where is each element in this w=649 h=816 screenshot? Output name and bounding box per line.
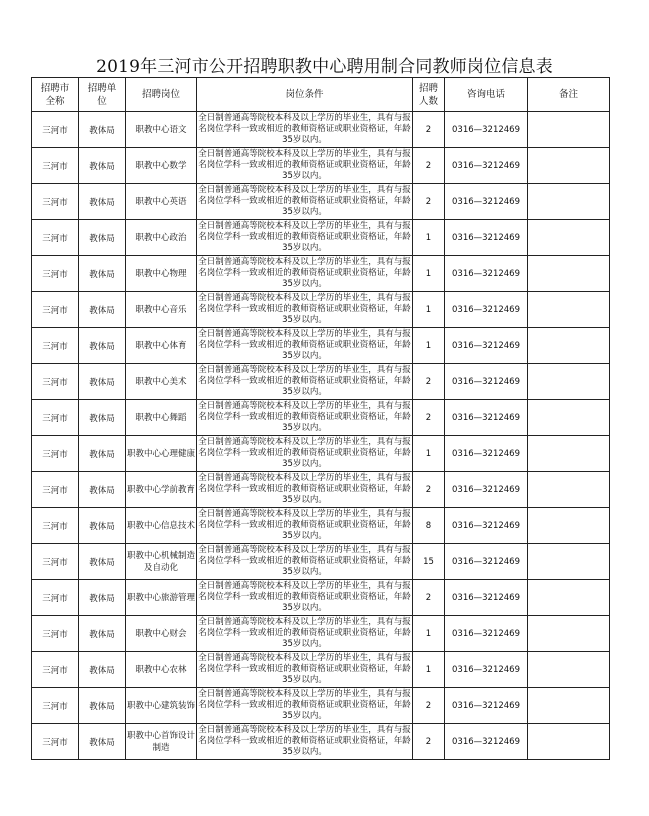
cell-position: 职教中心建筑装饰 <box>126 688 197 724</box>
cell-count: 2 <box>413 112 445 148</box>
cell-phone: 0316—3212469 <box>445 220 528 256</box>
cell-position: 职教中心音乐 <box>126 292 197 328</box>
cell-count: 8 <box>413 508 445 544</box>
table-row <box>32 220 610 256</box>
cell-phone: 0316—3212469 <box>445 256 528 292</box>
table-row <box>32 184 610 220</box>
cell-phone: 0316—3212469 <box>445 616 528 652</box>
table-row <box>32 292 610 328</box>
cell-city: 三河市 <box>32 616 79 652</box>
cell-count: 2 <box>413 688 445 724</box>
cell-unit: 教体局 <box>79 328 126 364</box>
cell-condition: 全日制普通高等院校本科及以上学历的毕业生，具有与报名岗位学科一致或相近的教师资格证或职业资格证，年龄35岁以内。 <box>197 724 413 760</box>
cell-note <box>528 436 610 472</box>
cell-unit: 教体局 <box>79 688 126 724</box>
cell-condition: 全日制普通高等院校本科及以上学历的毕业生，具有与报名岗位学科一致或相近的教师资格证或职业资格证，年龄35岁以内。 <box>197 652 413 688</box>
cell-note <box>528 688 610 724</box>
cell-condition: 全日制普通高等院校本科及以上学历的毕业生，具有与报名岗位学科一致或相近的教师资格证或职业资格证，年龄35岁以内。 <box>197 184 413 220</box>
cell-count: 15 <box>413 544 445 580</box>
cell-phone: 0316—3212469 <box>445 436 528 472</box>
cell-position: 职教中心首饰设计制造 <box>126 724 197 760</box>
header-unit-line: 位 <box>97 95 107 107</box>
header-row <box>32 78 610 112</box>
table-row <box>32 364 610 400</box>
cell-unit: 教体局 <box>79 364 126 400</box>
cell-unit: 教体局 <box>79 184 126 220</box>
cell-condition: 全日制普通高等院校本科及以上学历的毕业生，具有与报名岗位学科一致或相近的教师资格证或职业资格证，年龄35岁以内。 <box>197 148 413 184</box>
cell-count: 1 <box>413 436 445 472</box>
cell-condition: 全日制普通高等院校本科及以上学历的毕业生，具有与报名岗位学科一致或相近的教师资格证或职业资格证，年龄35岁以内。 <box>197 688 413 724</box>
header-city <box>32 78 79 112</box>
cell-count: 1 <box>413 328 445 364</box>
cell-phone: 0316—3212469 <box>445 652 528 688</box>
cell-unit: 教体局 <box>79 580 126 616</box>
cell-unit: 教体局 <box>79 652 126 688</box>
header-unit-line: 招聘单 <box>87 82 117 94</box>
header-unit <box>79 78 126 112</box>
cell-city: 三河市 <box>32 112 79 148</box>
cell-position: 职教中心美术 <box>126 364 197 400</box>
cell-condition: 全日制普通高等院校本科及以上学历的毕业生，具有与报名岗位学科一致或相近的教师资格证或职业资格证，年龄35岁以内。 <box>197 400 413 436</box>
cell-phone: 0316—3212469 <box>445 148 528 184</box>
cell-note <box>528 292 610 328</box>
cell-position: 职教中心农林 <box>126 652 197 688</box>
table-row <box>32 436 610 472</box>
header-city-line: 全称 <box>45 95 65 107</box>
cell-count: 1 <box>413 616 445 652</box>
table-row <box>32 472 610 508</box>
cell-phone: 0316—3212469 <box>445 508 528 544</box>
cell-position: 职教中心心理健康 <box>126 436 197 472</box>
table-row <box>32 688 610 724</box>
cell-note <box>528 220 610 256</box>
header-count-line: 人数 <box>418 95 438 107</box>
table-row <box>32 544 610 580</box>
cell-unit: 教体局 <box>79 220 126 256</box>
cell-phone: 0316—3212469 <box>445 364 528 400</box>
cell-city: 三河市 <box>32 724 79 760</box>
cell-unit: 教体局 <box>79 616 126 652</box>
cell-city: 三河市 <box>32 436 79 472</box>
table-row <box>32 724 610 760</box>
cell-count: 2 <box>413 364 445 400</box>
header-count <box>413 78 445 112</box>
cell-condition: 全日制普通高等院校本科及以上学历的毕业生，具有与报名岗位学科一致或相近的教师资格证或职业资格证，年龄35岁以内。 <box>197 508 413 544</box>
table-row <box>32 616 610 652</box>
cell-condition: 全日制普通高等院校本科及以上学历的毕业生，具有与报名岗位学科一致或相近的教师资格证或职业资格证，年龄35岁以内。 <box>197 364 413 400</box>
cell-phone: 0316—3212469 <box>445 292 528 328</box>
page-title: 2019年三河市公开招聘职教中心聘用制合同教师岗位信息表 <box>96 57 553 77</box>
cell-count: 2 <box>413 724 445 760</box>
cell-count: 1 <box>413 652 445 688</box>
cell-city: 三河市 <box>32 508 79 544</box>
header-phone: 咨询电话 <box>445 78 528 112</box>
cell-city: 三河市 <box>32 580 79 616</box>
table-row <box>32 148 610 184</box>
cell-unit: 教体局 <box>79 112 126 148</box>
cell-count: 2 <box>413 184 445 220</box>
cell-condition: 全日制普通高等院校本科及以上学历的毕业生，具有与报名岗位学科一致或相近的教师资格证或职业资格证，年龄35岁以内。 <box>197 328 413 364</box>
cell-note <box>528 400 610 436</box>
cell-phone: 0316—3212469 <box>445 688 528 724</box>
cell-city: 三河市 <box>32 328 79 364</box>
cell-unit: 教体局 <box>79 256 126 292</box>
cell-note <box>528 544 610 580</box>
cell-note <box>528 112 610 148</box>
cell-phone: 0316—3212469 <box>445 544 528 580</box>
cell-condition: 全日制普通高等院校本科及以上学历的毕业生，具有与报名岗位学科一致或相近的教师资格证或职业资格证，年龄35岁以内。 <box>197 580 413 616</box>
cell-phone: 0316—3212469 <box>445 112 528 148</box>
cell-count: 2 <box>413 400 445 436</box>
cell-note <box>528 508 610 544</box>
cell-city: 三河市 <box>32 364 79 400</box>
cell-city: 三河市 <box>32 688 79 724</box>
cell-condition: 全日制普通高等院校本科及以上学历的毕业生，具有与报名岗位学科一致或相近的教师资格证或职业资格证，年龄35岁以内。 <box>197 616 413 652</box>
cell-position: 职教中心英语 <box>126 184 197 220</box>
cell-city: 三河市 <box>32 148 79 184</box>
table-row <box>32 112 610 148</box>
header-position: 招聘岗位 <box>126 78 197 112</box>
cell-city: 三河市 <box>32 220 79 256</box>
cell-city: 三河市 <box>32 472 79 508</box>
cell-count: 2 <box>413 148 445 184</box>
cell-note <box>528 184 610 220</box>
cell-condition: 全日制普通高等院校本科及以上学历的毕业生，具有与报名岗位学科一致或相近的教师资格证或职业资格证，年龄35岁以内。 <box>197 436 413 472</box>
cell-condition: 全日制普通高等院校本科及以上学历的毕业生，具有与报名岗位学科一致或相近的教师资格证或职业资格证，年龄35岁以内。 <box>197 472 413 508</box>
cell-phone: 0316—3212469 <box>445 184 528 220</box>
cell-position: 职教中心机械制造及自动化 <box>126 544 197 580</box>
cell-phone: 0316—3212469 <box>445 580 528 616</box>
cell-note <box>528 328 610 364</box>
cell-note <box>528 256 610 292</box>
cell-note <box>528 580 610 616</box>
cell-count: 1 <box>413 220 445 256</box>
table-row <box>32 256 610 292</box>
cell-phone: 0316—3212469 <box>445 400 528 436</box>
cell-position: 职教中心财会 <box>126 616 197 652</box>
cell-position: 职教中心学前教育 <box>126 472 197 508</box>
cell-city: 三河市 <box>32 256 79 292</box>
cell-position: 职教中心政治 <box>126 220 197 256</box>
cell-condition: 全日制普通高等院校本科及以上学历的毕业生，具有与报名岗位学科一致或相近的教师资格证或职业资格证，年龄35岁以内。 <box>197 544 413 580</box>
cell-position: 职教中心物理 <box>126 256 197 292</box>
cell-note <box>528 148 610 184</box>
table-row <box>32 508 610 544</box>
cell-note <box>528 616 610 652</box>
cell-position: 职教中心信息技术 <box>126 508 197 544</box>
cell-position: 职教中心数学 <box>126 148 197 184</box>
cell-count: 1 <box>413 256 445 292</box>
cell-position: 职教中心语文 <box>126 112 197 148</box>
cell-position: 职教中心旅游管理 <box>126 580 197 616</box>
cell-position: 职教中心体育 <box>126 328 197 364</box>
cell-count: 2 <box>413 472 445 508</box>
cell-city: 三河市 <box>32 652 79 688</box>
cell-count: 1 <box>413 292 445 328</box>
cell-count: 2 <box>413 580 445 616</box>
cell-unit: 教体局 <box>79 436 126 472</box>
cell-phone: 0316—3212469 <box>445 724 528 760</box>
cell-unit: 教体局 <box>79 400 126 436</box>
header-note: 备注 <box>528 78 610 112</box>
cell-unit: 教体局 <box>79 148 126 184</box>
cell-phone: 0316—3212469 <box>445 472 528 508</box>
cell-note <box>528 472 610 508</box>
table-row <box>32 328 610 364</box>
cell-city: 三河市 <box>32 184 79 220</box>
header-city-line: 招聘市 <box>40 82 70 94</box>
cell-note <box>528 652 610 688</box>
header-condition: 岗位条件 <box>197 78 413 112</box>
table-row <box>32 580 610 616</box>
header-count-line: 招聘 <box>418 82 438 94</box>
table-row <box>32 652 610 688</box>
cell-note <box>528 724 610 760</box>
cell-position: 职教中心舞蹈 <box>126 400 197 436</box>
cell-condition: 全日制普通高等院校本科及以上学历的毕业生，具有与报名岗位学科一致或相近的教师资格证或职业资格证，年龄35岁以内。 <box>197 292 413 328</box>
cell-unit: 教体局 <box>79 508 126 544</box>
cell-unit: 教体局 <box>79 724 126 760</box>
cell-city: 三河市 <box>32 292 79 328</box>
table-row <box>32 400 610 436</box>
cell-condition: 全日制普通高等院校本科及以上学历的毕业生，具有与报名岗位学科一致或相近的教师资格证或职业资格证，年龄35岁以内。 <box>197 256 413 292</box>
cell-phone: 0316—3212469 <box>445 328 528 364</box>
cell-unit: 教体局 <box>79 292 126 328</box>
cell-note <box>528 364 610 400</box>
cell-condition: 全日制普通高等院校本科及以上学历的毕业生，具有与报名岗位学科一致或相近的教师资格证或职业资格证，年龄35岁以内。 <box>197 112 413 148</box>
job-table <box>31 77 610 760</box>
cell-condition: 全日制普通高等院校本科及以上学历的毕业生，具有与报名岗位学科一致或相近的教师资格证或职业资格证，年龄35岁以内。 <box>197 220 413 256</box>
cell-city: 三河市 <box>32 400 79 436</box>
cell-unit: 教体局 <box>79 544 126 580</box>
cell-city: 三河市 <box>32 544 79 580</box>
cell-unit: 教体局 <box>79 472 126 508</box>
